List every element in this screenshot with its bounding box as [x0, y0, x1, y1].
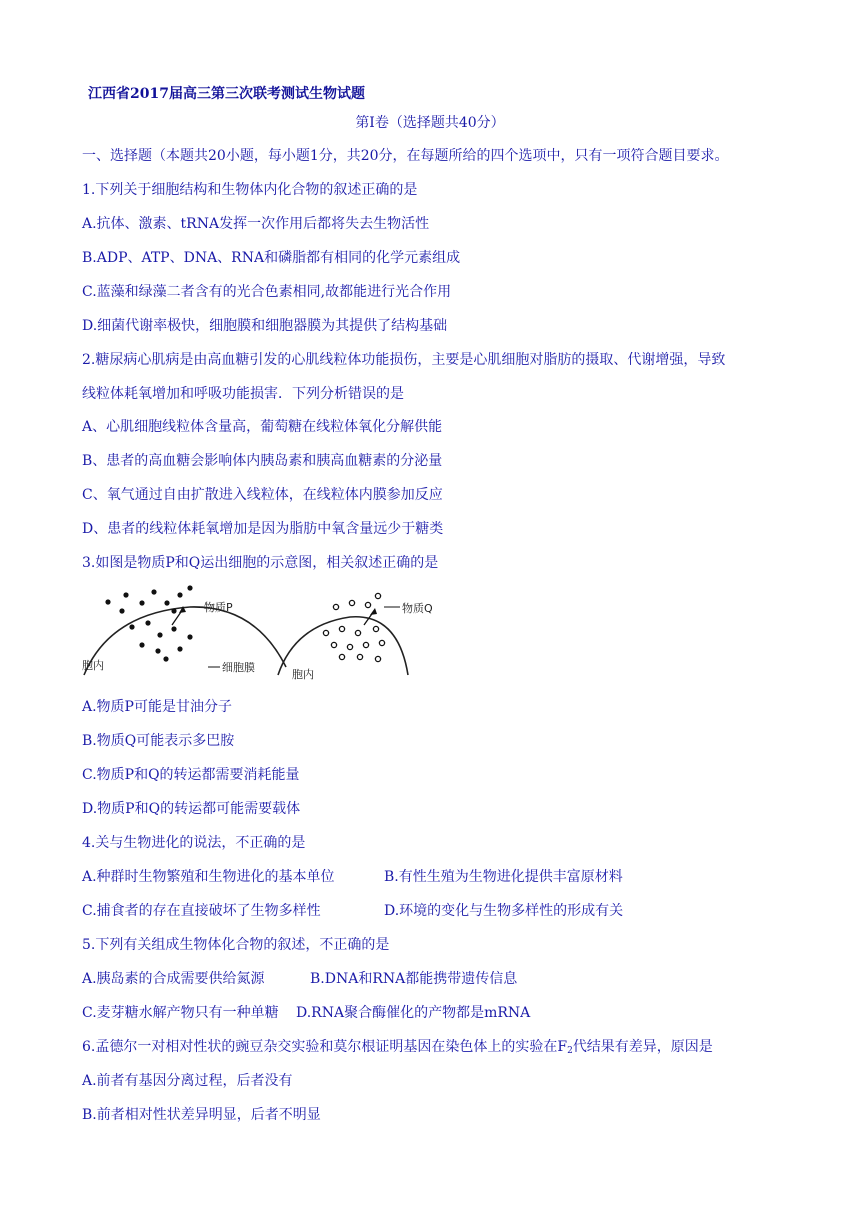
q5-stem: 5.下列有关组成生物体化合物的叙述，不正确的是: [82, 937, 390, 953]
q4-option-b: B.有性生殖为生物进化提供丰富原材料: [384, 869, 623, 885]
q1-option-b: B.ADP、ATP、DNA、RNA和磷脂都有相同的化学元素组成: [82, 250, 461, 266]
label-cell-membrane: 细胞膜: [222, 661, 255, 674]
q3-option-d: D.物质P和Q的转运都可能需要载体: [82, 801, 301, 817]
q3-option-a: A.物质P可能是甘油分子: [82, 699, 232, 715]
q1-option-a: A.抗体、激素、tRNA发挥一次作用后都将失去生物活性: [82, 216, 430, 232]
q3-option-b: B.物质Q可能表示多巴胺: [82, 733, 235, 749]
q6-stem-pre: 6.孟德尔一对相对性状的豌豆杂交实验和莫尔根证明基因在染色体上的实验在F: [82, 1039, 568, 1055]
transport-figure: [80, 585, 460, 685]
q6-stem: [82, 1037, 713, 1061]
q2-option-a: A、心肌细胞线粒体含量高，葡萄糖在线粒体氧化分解供能: [82, 419, 443, 435]
q2-stem-line2: 线粒体耗氧增加和呼吸功能损害．下列分析错误的是: [82, 386, 404, 402]
section-heading: 一、选择题（本题共20小题，每小题1分，共20分，在每题所给的四个选项中，只有一项符合题目要求。: [82, 148, 729, 164]
q1-option-d: D.细菌代谢率极快，细胞膜和细胞器膜为其提供了结构基础: [82, 318, 448, 334]
q5-option-b: B.DNA和RNA都能携带遗传信息: [310, 971, 518, 987]
q5-option-a: A.胰岛素的合成需要供给氮源: [82, 971, 265, 987]
q5-option-d: D.RNA聚合酶催化的产物都是mRNA: [296, 1005, 531, 1021]
q2-option-b: B、患者的高血糖会影响体内胰岛素和胰高血糖素的分泌量: [82, 453, 443, 469]
right-cell-membrane: [278, 617, 408, 675]
q6-stem-post: 代结果有差异，原因是: [572, 1039, 713, 1055]
label-inside-right: 胞内: [292, 668, 314, 681]
q2-option-c: C、氧气通过自由扩散进入线粒体，在线粒体内膜参加反应: [82, 487, 443, 503]
q3-option-c: C.物质P和Q的转运都需要消耗能量: [82, 767, 300, 783]
q4-option-a: A.种群时生物繁殖和生物进化的基本单位: [82, 869, 335, 885]
left-cell-membrane: [84, 607, 286, 675]
q5-option-c: C.麦芽糖水解产物只有一种单糖: [82, 1005, 279, 1021]
q4-option-c: C.捕食者的存在直接破坏了生物多样性: [82, 903, 321, 919]
substance-q-dots: [323, 593, 384, 661]
q6-option-b: B.前者相对性状差异明显，后者不明显: [82, 1107, 321, 1123]
q2-option-d: D、患者的线粒体耗氧增加是因为脂肪中氧含量远少于糖类: [82, 521, 444, 537]
substance-p-dots: [105, 585, 192, 661]
label-substance-p: 物质P: [204, 601, 233, 614]
q1-option-c: C.蓝藻和绿藻二者含有的光合色素相同,故都能进行光合作用: [82, 284, 452, 300]
q2-stem-line1: 2.糖尿病心肌病是由高血糖引发的心肌线粒体功能损伤，主要是心肌细胞对脂肪的摄取、代谢增强，导致: [82, 352, 726, 368]
q1-stem: 1.下列关于细胞结构和生物体内化合物的叙述正确的是: [82, 182, 418, 198]
q6-stem-subscript: 2: [567, 1046, 573, 1056]
volume-heading: 第Ⅰ卷（选择题共40分）: [355, 115, 505, 131]
q3-stem: 3.如图是物质P和Q运出细胞的示意图，相关叙述正确的是: [82, 555, 439, 571]
label-substance-q: 物质Q: [402, 602, 433, 615]
label-inside-left: 胞内: [82, 659, 104, 672]
q6-option-a: A.前者有基因分离过程，后者没有: [82, 1073, 293, 1089]
exam-title: 江西省2017届高三第三次联考测试生物试题: [88, 86, 365, 102]
q4-option-d: D.环境的变化与生物多样性的形成有关: [384, 903, 624, 919]
q4-stem: 4.关与生物进化的说法，不正确的是: [82, 835, 306, 851]
